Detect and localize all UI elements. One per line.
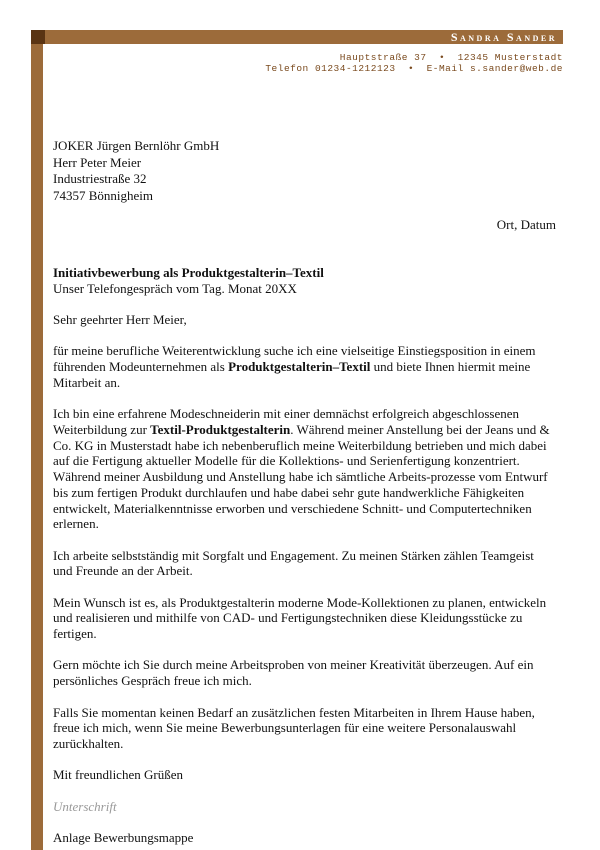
paragraph-2-text-c: . Während meiner Anstellung bei der Jeans und & Co. KG in Musterstadt habe ich nebenberuflich meine Weiterbildung betrieben und mich dabei auf die Fertigung aktueller Modelle für die Kollektions- und Serienfertigung konzentriert. Während meiner Ausbildung und Anstellung habe ich sämtliche Arbeits-prozesse vom Entwurf bis zum fertigen Produkt durchlaufen und habe dabei sehr gute handwerkliche Fähigkeiten entwickelt, Materialkenntnisse erworben und verschiedene Schnitt- und Computertechniken erlernen. xyxy=(53,421,550,532)
closing: Mit freundlichen Grüßen xyxy=(53,767,183,783)
header-band xyxy=(45,30,563,44)
recipient-address xyxy=(53,138,219,204)
sender-contact: Telefon 01234-1212123 • E-Mail s.sander@web.de xyxy=(265,63,563,74)
header-corner-square xyxy=(31,30,45,44)
salutation: Sehr geehrter Herr Meier, xyxy=(53,312,187,328)
paragraph-1-text-a: für meine berufliche Weiterentwicklung suche ich eine vielseitige Einstiegsposition in einem führenden Modeunternehmen als xyxy=(53,343,536,375)
paragraph-1-text-c: und biete Ihnen hiermit meine Mitarbeit an. xyxy=(53,359,531,390)
paragraph-1-highlight: Produktgestalterin–Textil xyxy=(228,359,371,375)
paragraph-4: Mein Wunsch ist es, als Produktgestalterin moderne Mode-Kollektionen zu planen, entwickeln und realisieren und mithilfe von CAD- und Fertigungstechniken diese Kleidungsstücke zu fertigen. xyxy=(53,594,547,642)
recipient-street: Industriestraße 32 xyxy=(53,171,147,186)
paragraph-2 xyxy=(53,406,553,532)
paragraph-2-highlight: Textil-Produktgestalterin xyxy=(150,421,291,437)
subject-reference: Unser Telefongespräch vom Tag. Monat 20XX xyxy=(53,280,297,296)
paragraph-3: Ich arbeite selbstständig mit Sorgfalt und Engagement. Zu meinen Stärken zählen Teamgeist und Freunde an der Arbeit. xyxy=(53,547,534,579)
place-date: Ort, Datum xyxy=(496,217,556,232)
left-accent-bar xyxy=(31,30,43,850)
sender-name: Sandra Sander xyxy=(450,30,557,44)
subject-line: Initiativbewerbung als Produktgestalterin–Textil xyxy=(53,265,324,280)
paragraph-6: Falls Sie momentan keinen Bedarf an zusätzlichen festen Mitarbeiten in Ihrem Hause haben, freue ich mich, wenn Sie meine Bewerbungsunterlagen für eine weitere Personalauswahl zurückhalten. xyxy=(53,704,535,751)
sender-address: Hauptstraße 37 • 12345 Musterstadt xyxy=(339,52,563,63)
recipient-company: JOKER Jürgen Bernlöhr GmbH xyxy=(53,138,220,153)
enclosure: Anlage Bewerbungsmappe xyxy=(53,830,194,846)
paragraph-2-text-a: Ich bin eine erfahrene Modeschneiderin mit einer demnächst erfolgreich abgeschlossenen Weiterbildung zur xyxy=(53,406,520,437)
recipient-person: Herr Peter Meier xyxy=(53,154,142,170)
paragraph-1 xyxy=(53,343,553,390)
paragraph-5: Gern möchte ich Sie durch meine Arbeitsproben von meiner Kreativität überzeugen. Auf ein persönliches Gespräch freue ich mich. xyxy=(53,657,534,689)
signature-placeholder: Unterschrift xyxy=(53,798,117,814)
letter-body xyxy=(53,265,553,846)
recipient-city: 74357 Bönnigheim xyxy=(53,187,154,203)
